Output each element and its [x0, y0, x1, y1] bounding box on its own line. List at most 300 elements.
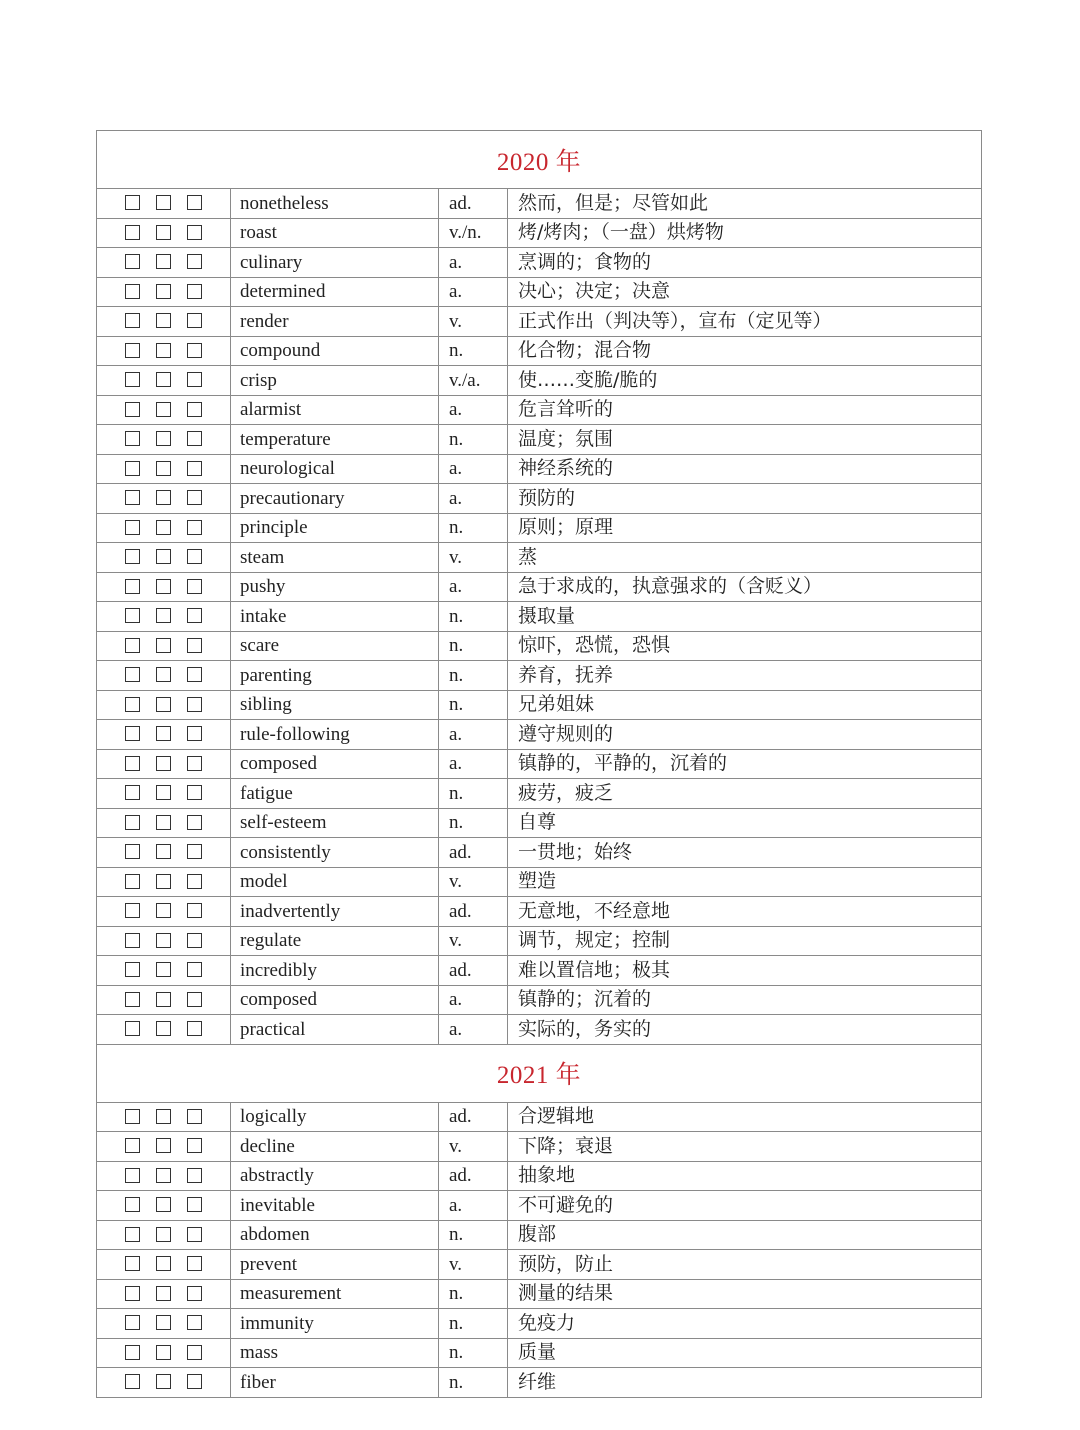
definition-cell: 镇静的，平静的，沉着的: [508, 749, 982, 779]
part-of-speech-cell: n.: [439, 425, 508, 455]
table-row: [97, 248, 982, 278]
part-of-speech-cell: v./n.: [439, 218, 508, 248]
review-checkbox[interactable]: [156, 874, 171, 889]
definition-cell: 实际的，务实的: [508, 1015, 982, 1045]
word-cell: compound: [231, 336, 439, 366]
table-row: [97, 307, 982, 337]
review-checkbox[interactable]: [156, 402, 171, 417]
review-checkboxes: [97, 808, 231, 838]
part-of-speech-cell: a.: [439, 1191, 508, 1221]
definition-cell: 难以置信地；极其: [508, 956, 982, 986]
year-header-cell: [97, 1044, 982, 1102]
review-checkbox[interactable]: [125, 726, 140, 741]
review-checkbox[interactable]: [187, 608, 202, 623]
review-checkbox[interactable]: [156, 520, 171, 535]
review-checkboxes: [97, 926, 231, 956]
review-checkboxes: [97, 867, 231, 897]
review-checkbox[interactable]: [156, 254, 171, 269]
review-checkboxes: [97, 1368, 231, 1398]
definition-cell: 抽象地: [508, 1161, 982, 1191]
table-row: [97, 1338, 982, 1368]
definition-cell: 原则；原理: [508, 513, 982, 543]
word-cell: incredibly: [231, 956, 439, 986]
review-checkbox[interactable]: [156, 903, 171, 918]
review-checkbox[interactable]: [125, 1227, 140, 1242]
part-of-speech-cell: n.: [439, 1368, 508, 1398]
review-checkbox[interactable]: [125, 874, 140, 889]
definition-cell: 摄取量: [508, 602, 982, 632]
table-row: [97, 218, 982, 248]
year-header-row: [97, 131, 982, 189]
part-of-speech-cell: a.: [439, 985, 508, 1015]
review-checkbox[interactable]: [156, 225, 171, 240]
part-of-speech-cell: a.: [439, 749, 508, 779]
review-checkbox[interactable]: [187, 195, 202, 210]
review-checkbox[interactable]: [187, 785, 202, 800]
table-row: [97, 1161, 982, 1191]
review-checkbox[interactable]: [187, 726, 202, 741]
review-checkbox[interactable]: [125, 1374, 140, 1389]
review-checkbox[interactable]: [125, 549, 140, 564]
review-checkboxes: [97, 779, 231, 809]
review-checkbox[interactable]: [156, 313, 171, 328]
word-cell: render: [231, 307, 439, 337]
definition-cell: 疲劳，疲乏: [508, 779, 982, 809]
review-checkbox[interactable]: [156, 638, 171, 653]
review-checkbox[interactable]: [187, 343, 202, 358]
review-checkbox[interactable]: [125, 402, 140, 417]
review-checkbox[interactable]: [125, 903, 140, 918]
table-row: [97, 661, 982, 691]
table-row: [97, 513, 982, 543]
review-checkbox[interactable]: [125, 785, 140, 800]
review-checkboxes: [97, 189, 231, 219]
review-checkbox[interactable]: [156, 1256, 171, 1271]
table-row: [97, 779, 982, 809]
word-cell: fatigue: [231, 779, 439, 809]
table-row: [97, 1015, 982, 1045]
part-of-speech-cell: n.: [439, 1309, 508, 1339]
table-row: [97, 336, 982, 366]
review-checkboxes: [97, 897, 231, 927]
word-cell: intake: [231, 602, 439, 632]
table-row: [97, 1220, 982, 1250]
review-checkbox[interactable]: [125, 313, 140, 328]
review-checkbox[interactable]: [156, 815, 171, 830]
word-cell: model: [231, 867, 439, 897]
review-checkbox[interactable]: [125, 992, 140, 1007]
review-checkboxes: [97, 1161, 231, 1191]
review-checkbox[interactable]: [125, 1315, 140, 1330]
word-cell: prevent: [231, 1250, 439, 1280]
review-checkbox[interactable]: [125, 431, 140, 446]
part-of-speech-cell: a.: [439, 720, 508, 750]
review-checkbox[interactable]: [156, 195, 171, 210]
definition-cell: 自尊: [508, 808, 982, 838]
part-of-speech-cell: n.: [439, 602, 508, 632]
part-of-speech-cell: ad.: [439, 1102, 508, 1132]
word-cell: abstractly: [231, 1161, 439, 1191]
review-checkboxes: [97, 749, 231, 779]
review-checkbox[interactable]: [125, 1286, 140, 1301]
review-checkbox[interactable]: [187, 1138, 202, 1153]
part-of-speech-cell: n.: [439, 661, 508, 691]
review-checkbox[interactable]: [187, 549, 202, 564]
review-checkbox[interactable]: [125, 1197, 140, 1212]
review-checkbox[interactable]: [156, 1374, 171, 1389]
review-checkbox[interactable]: [187, 1227, 202, 1242]
review-checkbox[interactable]: [187, 579, 202, 594]
part-of-speech-cell: v.: [439, 543, 508, 573]
review-checkbox[interactable]: [156, 579, 171, 594]
word-cell: pushy: [231, 572, 439, 602]
word-cell: mass: [231, 1338, 439, 1368]
definition-cell: 质量: [508, 1338, 982, 1368]
table-row: [97, 808, 982, 838]
review-checkboxes: [97, 631, 231, 661]
review-checkbox[interactable]: [156, 667, 171, 682]
part-of-speech-cell: a.: [439, 248, 508, 278]
review-checkboxes: [97, 513, 231, 543]
table-row: [97, 897, 982, 927]
review-checkbox[interactable]: [187, 254, 202, 269]
review-checkbox[interactable]: [125, 284, 140, 299]
review-checkbox[interactable]: [156, 1315, 171, 1330]
review-checkboxes: [97, 1338, 231, 1368]
word-cell: regulate: [231, 926, 439, 956]
part-of-speech-cell: ad.: [439, 897, 508, 927]
table-row: [97, 838, 982, 868]
table-row: [97, 484, 982, 514]
table-row: [97, 1191, 982, 1221]
review-checkbox[interactable]: [156, 490, 171, 505]
review-checkbox[interactable]: [187, 313, 202, 328]
review-checkbox[interactable]: [187, 1168, 202, 1183]
word-cell: scare: [231, 631, 439, 661]
part-of-speech-cell: n.: [439, 779, 508, 809]
definition-cell: 下降；衰退: [508, 1132, 982, 1162]
review-checkbox[interactable]: [125, 608, 140, 623]
review-checkbox[interactable]: [156, 962, 171, 977]
review-checkbox[interactable]: [156, 933, 171, 948]
review-checkbox[interactable]: [187, 638, 202, 653]
word-cell: alarmist: [231, 395, 439, 425]
review-checkboxes: [97, 572, 231, 602]
review-checkbox[interactable]: [125, 962, 140, 977]
review-checkboxes: [97, 484, 231, 514]
word-cell: composed: [231, 985, 439, 1015]
review-checkboxes: [97, 218, 231, 248]
review-checkbox[interactable]: [125, 1021, 140, 1036]
review-checkboxes: [97, 1102, 231, 1132]
review-checkbox[interactable]: [187, 1256, 202, 1271]
table-row: [97, 1102, 982, 1132]
review-checkbox[interactable]: [156, 1227, 171, 1242]
review-checkbox[interactable]: [156, 1197, 171, 1212]
review-checkbox[interactable]: [125, 697, 140, 712]
review-checkbox[interactable]: [156, 726, 171, 741]
review-checkboxes: [97, 1279, 231, 1309]
review-checkboxes: [97, 1220, 231, 1250]
review-checkbox[interactable]: [187, 461, 202, 476]
word-cell: self-esteem: [231, 808, 439, 838]
word-cell: fiber: [231, 1368, 439, 1398]
review-checkbox[interactable]: [187, 903, 202, 918]
review-checkbox[interactable]: [125, 815, 140, 830]
part-of-speech-cell: n.: [439, 808, 508, 838]
review-checkbox[interactable]: [156, 284, 171, 299]
review-checkbox[interactable]: [187, 431, 202, 446]
review-checkbox[interactable]: [125, 933, 140, 948]
word-cell: nonetheless: [231, 189, 439, 219]
table-row: [97, 454, 982, 484]
review-checkbox[interactable]: [156, 785, 171, 800]
definition-cell: 正式作出（判决等），宣布（定见等）: [508, 307, 982, 337]
word-cell: sibling: [231, 690, 439, 720]
review-checkbox[interactable]: [125, 490, 140, 505]
review-checkbox[interactable]: [156, 697, 171, 712]
word-cell: parenting: [231, 661, 439, 691]
table-row: [97, 189, 982, 219]
review-checkbox[interactable]: [187, 284, 202, 299]
review-checkbox[interactable]: [156, 844, 171, 859]
part-of-speech-cell: n.: [439, 690, 508, 720]
review-checkbox[interactable]: [187, 697, 202, 712]
definition-cell: 兄弟姐妹: [508, 690, 982, 720]
part-of-speech-cell: n.: [439, 631, 508, 661]
review-checkboxes: [97, 1191, 231, 1221]
definition-cell: 不可避免的: [508, 1191, 982, 1221]
review-checkboxes: [97, 838, 231, 868]
table-row: [97, 1279, 982, 1309]
definition-cell: 遵守规则的: [508, 720, 982, 750]
review-checkbox[interactable]: [125, 461, 140, 476]
review-checkboxes: [97, 985, 231, 1015]
definition-cell: 一贯地；始终: [508, 838, 982, 868]
table-row: [97, 926, 982, 956]
review-checkbox[interactable]: [187, 756, 202, 771]
part-of-speech-cell: n.: [439, 1338, 508, 1368]
review-checkboxes: [97, 720, 231, 750]
table-row: [97, 425, 982, 455]
part-of-speech-cell: a.: [439, 1015, 508, 1045]
review-checkbox[interactable]: [187, 372, 202, 387]
table-row: [97, 366, 982, 396]
review-checkboxes: [97, 543, 231, 573]
part-of-speech-cell: v.: [439, 926, 508, 956]
definition-cell: 使……变脆/脆的: [508, 366, 982, 396]
definition-cell: 纤维: [508, 1368, 982, 1398]
review-checkbox[interactable]: [125, 756, 140, 771]
definition-cell: 惊吓，恐慌，恐惧: [508, 631, 982, 661]
review-checkboxes: [97, 307, 231, 337]
review-checkbox[interactable]: [187, 225, 202, 240]
review-checkbox[interactable]: [125, 1138, 140, 1153]
review-checkbox[interactable]: [125, 1345, 140, 1360]
review-checkbox[interactable]: [187, 874, 202, 889]
part-of-speech-cell: n.: [439, 513, 508, 543]
table-row: [97, 1309, 982, 1339]
review-checkbox[interactable]: [187, 962, 202, 977]
review-checkbox[interactable]: [187, 490, 202, 505]
review-checkbox[interactable]: [125, 343, 140, 358]
definition-cell: 温度；氛围: [508, 425, 982, 455]
word-cell: determined: [231, 277, 439, 307]
word-cell: temperature: [231, 425, 439, 455]
table-row: [97, 543, 982, 573]
review-checkboxes: [97, 366, 231, 396]
table-row: [97, 1250, 982, 1280]
review-checkbox[interactable]: [156, 461, 171, 476]
review-checkboxes: [97, 1250, 231, 1280]
word-cell: logically: [231, 1102, 439, 1132]
definition-cell: 烹调的；食物的: [508, 248, 982, 278]
table-row: [97, 395, 982, 425]
definition-cell: 蒸: [508, 543, 982, 573]
word-cell: culinary: [231, 248, 439, 278]
review-checkbox[interactable]: [125, 195, 140, 210]
review-checkbox[interactable]: [125, 520, 140, 535]
definition-cell: 急于求成的，执意强求的（含贬义）: [508, 572, 982, 602]
review-checkboxes: [97, 277, 231, 307]
word-cell: abdomen: [231, 1220, 439, 1250]
definition-cell: 调节，规定；控制: [508, 926, 982, 956]
review-checkbox[interactable]: [187, 1109, 202, 1124]
review-checkbox[interactable]: [187, 992, 202, 1007]
word-cell: crisp: [231, 366, 439, 396]
table-row: [97, 956, 982, 986]
table-row: [97, 690, 982, 720]
definition-cell: 免疫力: [508, 1309, 982, 1339]
review-checkbox[interactable]: [156, 431, 171, 446]
review-checkboxes: [97, 395, 231, 425]
review-checkbox[interactable]: [187, 815, 202, 830]
review-checkboxes: [97, 690, 231, 720]
table-row: [97, 602, 982, 632]
part-of-speech-cell: a.: [439, 454, 508, 484]
review-checkbox[interactable]: [187, 1374, 202, 1389]
review-checkbox[interactable]: [187, 520, 202, 535]
definition-cell: 决心；决定；决意: [508, 277, 982, 307]
table-row: [97, 631, 982, 661]
word-cell: inevitable: [231, 1191, 439, 1221]
word-cell: decline: [231, 1132, 439, 1162]
word-cell: precautionary: [231, 484, 439, 514]
review-checkbox[interactable]: [187, 1021, 202, 1036]
word-cell: inadvertently: [231, 897, 439, 927]
part-of-speech-cell: a.: [439, 572, 508, 602]
review-checkbox[interactable]: [156, 1138, 171, 1153]
review-checkbox[interactable]: [156, 1345, 171, 1360]
year-title: 2020 年: [496, 148, 582, 176]
review-checkbox[interactable]: [156, 756, 171, 771]
review-checkbox[interactable]: [187, 933, 202, 948]
word-cell: practical: [231, 1015, 439, 1045]
table-row: [97, 985, 982, 1015]
word-cell: rule-following: [231, 720, 439, 750]
review-checkbox[interactable]: [187, 1286, 202, 1301]
review-checkbox[interactable]: [156, 549, 171, 564]
definition-cell: 腹部: [508, 1220, 982, 1250]
word-cell: consistently: [231, 838, 439, 868]
review-checkbox[interactable]: [125, 254, 140, 269]
part-of-speech-cell: ad.: [439, 1161, 508, 1191]
word-cell: immunity: [231, 1309, 439, 1339]
word-cell: measurement: [231, 1279, 439, 1309]
table-row: [97, 867, 982, 897]
year-title: 2021 年: [496, 1062, 582, 1089]
word-cell: steam: [231, 543, 439, 573]
review-checkboxes: [97, 661, 231, 691]
review-checkbox[interactable]: [125, 1109, 140, 1124]
review-checkboxes: [97, 1309, 231, 1339]
part-of-speech-cell: n.: [439, 1220, 508, 1250]
review-checkboxes: [97, 956, 231, 986]
definition-cell: 无意地，不经意地: [508, 897, 982, 927]
review-checkbox[interactable]: [187, 1315, 202, 1330]
part-of-speech-cell: a.: [439, 395, 508, 425]
review-checkbox[interactable]: [125, 667, 140, 682]
part-of-speech-cell: ad.: [439, 956, 508, 986]
part-of-speech-cell: a.: [439, 277, 508, 307]
review-checkbox[interactable]: [187, 402, 202, 417]
review-checkboxes: [97, 1132, 231, 1162]
review-checkbox[interactable]: [125, 1168, 140, 1183]
review-checkboxes: [97, 454, 231, 484]
definition-cell: 烤/烤肉；（一盘）烘烤物: [508, 218, 982, 248]
part-of-speech-cell: ad.: [439, 838, 508, 868]
review-checkbox[interactable]: [125, 372, 140, 387]
vocabulary-table: [96, 130, 982, 1398]
review-checkbox[interactable]: [156, 1109, 171, 1124]
review-checkbox[interactable]: [187, 1197, 202, 1212]
word-cell: roast: [231, 218, 439, 248]
definition-cell: 镇静的；沉着的: [508, 985, 982, 1015]
word-cell: neurological: [231, 454, 439, 484]
review-checkbox[interactable]: [156, 343, 171, 358]
review-checkbox[interactable]: [156, 992, 171, 1007]
part-of-speech-cell: ad.: [439, 189, 508, 219]
table-row: [97, 572, 982, 602]
review-checkbox[interactable]: [156, 608, 171, 623]
review-checkbox[interactable]: [156, 1286, 171, 1301]
part-of-speech-cell: v.: [439, 867, 508, 897]
review-checkbox[interactable]: [156, 1168, 171, 1183]
definition-cell: 神经系统的: [508, 454, 982, 484]
word-cell: principle: [231, 513, 439, 543]
review-checkbox[interactable]: [156, 372, 171, 387]
review-checkboxes: [97, 336, 231, 366]
review-checkbox[interactable]: [125, 225, 140, 240]
review-checkbox[interactable]: [156, 1021, 171, 1036]
part-of-speech-cell: v.: [439, 1132, 508, 1162]
review-checkbox[interactable]: [125, 844, 140, 859]
table-row: [97, 1368, 982, 1398]
review-checkbox[interactable]: [125, 579, 140, 594]
table-row: [97, 1132, 982, 1162]
year-header-row: [97, 1044, 982, 1102]
review-checkbox[interactable]: [187, 667, 202, 682]
definition-cell: 预防的: [508, 484, 982, 514]
review-checkbox[interactable]: [187, 1345, 202, 1360]
review-checkboxes: [97, 602, 231, 632]
review-checkbox[interactable]: [125, 1256, 140, 1271]
review-checkbox[interactable]: [187, 844, 202, 859]
review-checkbox[interactable]: [125, 638, 140, 653]
part-of-speech-cell: n.: [439, 336, 508, 366]
definition-cell: 测量的结果: [508, 1279, 982, 1309]
part-of-speech-cell: v.: [439, 307, 508, 337]
